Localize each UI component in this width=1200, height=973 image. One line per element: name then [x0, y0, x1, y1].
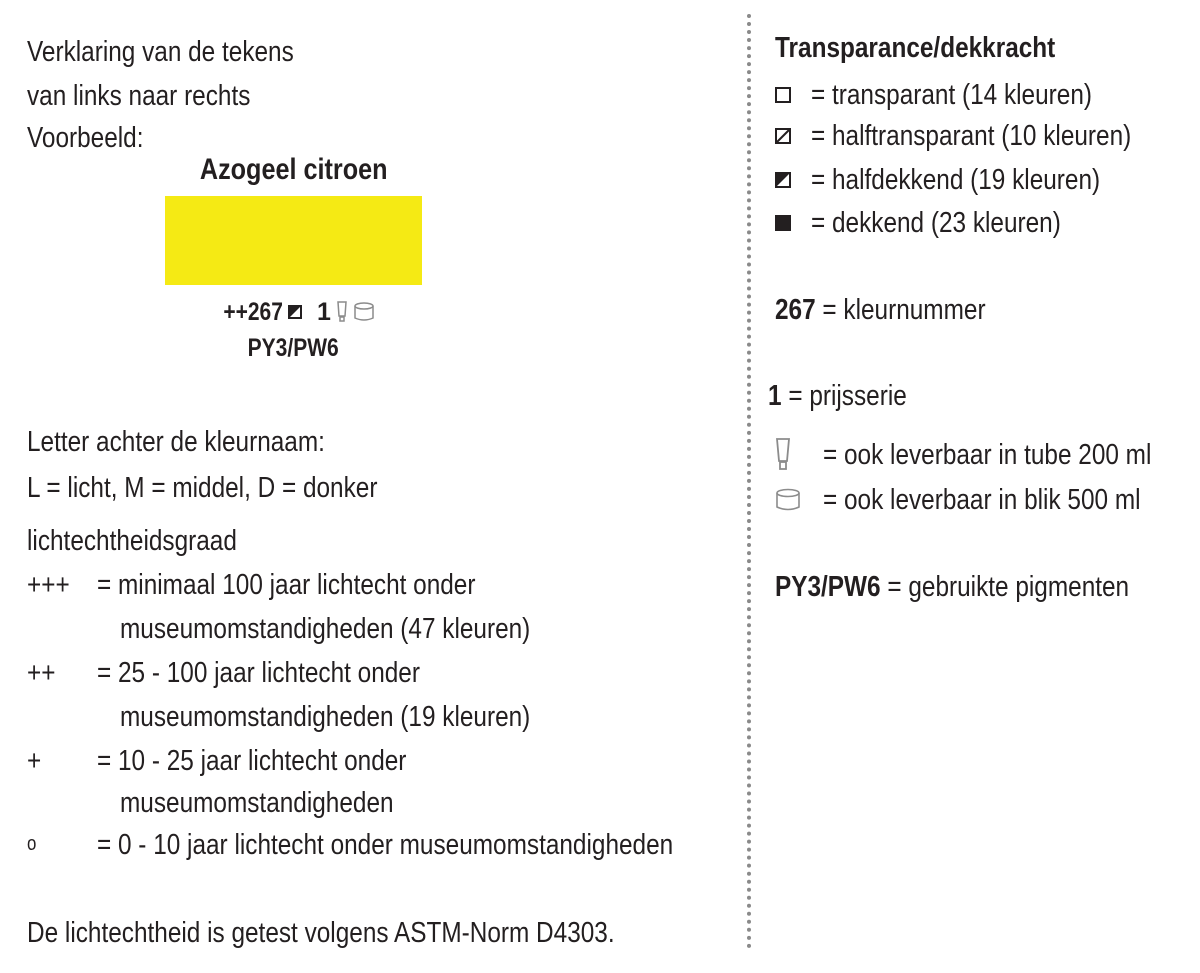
lightfastness-desc: = minimaal 100 jaar lichtecht onder: [97, 569, 476, 601]
lightfastness-symbol: o: [27, 833, 37, 855]
letter-text: L = licht, M = middel, D = donker: [27, 472, 378, 504]
lightfastness-symbol: ++: [27, 657, 56, 689]
transparency-row: = transparant (14 kleuren): [775, 77, 1146, 113]
lightfastness-desc: = 25 - 100 jaar lichtecht onder: [97, 657, 420, 689]
half-opaque-square-icon: [288, 305, 302, 319]
pigment-legend: PY3/PW6 = gebruikte pigmenten: [775, 571, 1130, 603]
example-lightfastness: ++: [223, 298, 248, 326]
example-number: 267: [247, 298, 283, 326]
can-icon: [775, 488, 805, 512]
intro-line-3: Voorbeeld:: [27, 122, 144, 154]
example-pigments: PY3/PW6: [247, 334, 340, 362]
intro-line-2: van links naar rechts: [27, 80, 251, 112]
transparency-heading: Transparance/dekkracht: [775, 32, 1056, 64]
example-color-name: Azogeel citroen: [199, 153, 388, 186]
transparent-square-icon: [775, 87, 797, 103]
transparency-row: = halftransparant (10 kleuren): [775, 118, 1192, 154]
opaque-square-icon: [775, 215, 797, 231]
lightfastness-symbol: +++: [27, 569, 70, 601]
lightfastness-desc: = 0 - 10 jaar lichtecht onder museumomstandigheden: [97, 829, 674, 861]
transparency-row: = dekkend (23 kleuren): [775, 205, 1108, 241]
transparency-row: = halfdekkend (19 kleuren): [775, 162, 1155, 198]
lightfastness-desc-cont: museumomstandigheden: [120, 787, 394, 819]
letter-heading: Letter achter de kleurnaam:: [27, 426, 325, 458]
can-icon: [353, 302, 375, 322]
price-legend: 1 = prijsserie: [768, 380, 907, 412]
lightfastness-symbol: +: [27, 745, 42, 777]
column-divider: [747, 14, 751, 949]
example-price-series: 1: [317, 298, 331, 326]
example-code-line: [165, 296, 422, 328]
lightfastness-desc: = 10 - 25 jaar lichtecht onder: [97, 745, 407, 777]
lightfastness-footer: De lichtechtheid is getest volgens ASTM-Norm D4303.: [27, 917, 615, 949]
number-legend: 267 = kleurnummer: [775, 294, 986, 326]
tube-icon: [336, 301, 348, 323]
half-opaque-square-icon: [775, 172, 797, 188]
lightfastness-desc-cont: museumomstandigheden (19 kleuren): [120, 701, 531, 733]
lightfastness-heading: lichtechtheidsgraad: [27, 525, 237, 557]
example-color-swatch: [165, 196, 422, 285]
tube-legend: = ook leverbaar in tube 200 ml: [775, 437, 1200, 473]
half-transparent-square-icon: [775, 128, 797, 144]
tube-icon: [775, 438, 801, 472]
lightfastness-desc-cont: museumomstandigheden (47 kleuren): [120, 613, 531, 645]
can-legend: = ook leverbaar in blik 500 ml: [775, 482, 1200, 518]
intro-line-1: Verklaring van de tekens: [27, 36, 294, 68]
